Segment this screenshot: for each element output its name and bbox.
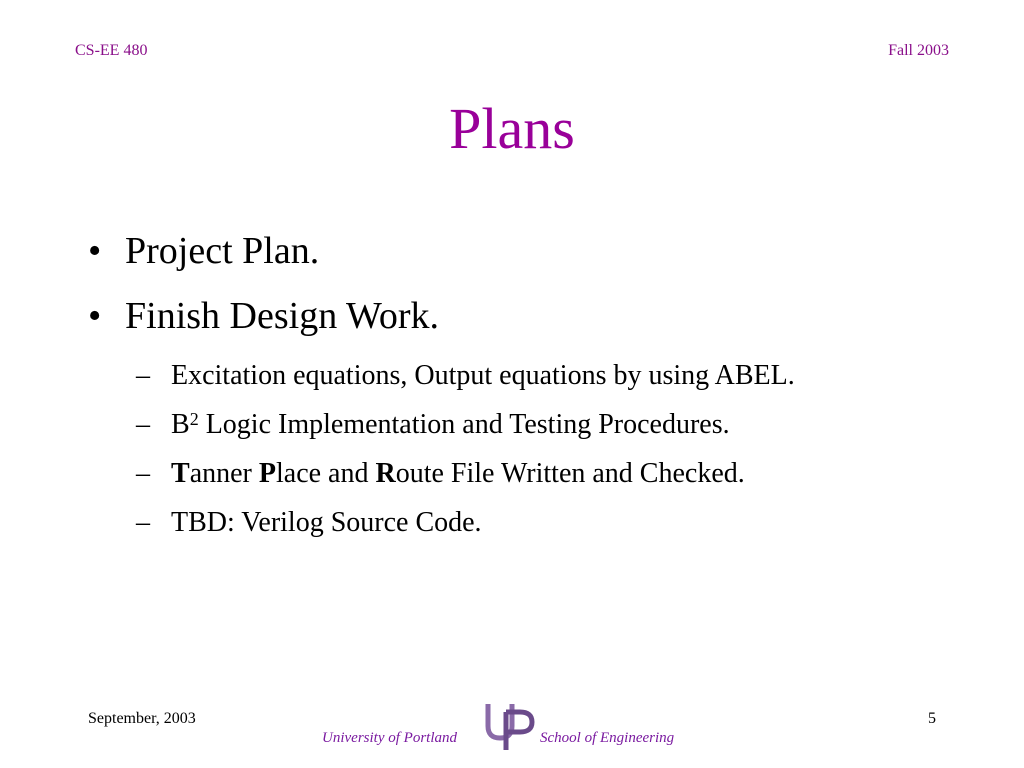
- subbullet-text: Logic Implementation and Testing Procedures.: [198, 409, 730, 440]
- bullet-marker: •: [88, 230, 102, 272]
- subbullet-text: anner: [189, 458, 259, 489]
- bullet-text: Project Plan.: [125, 230, 320, 272]
- subbullet-item: [88, 460, 795, 490]
- subbullet-text: TBD: Verilog Source Code.: [171, 507, 482, 538]
- superscript: 2: [189, 408, 199, 429]
- school-name: School of Engineering: [540, 730, 675, 746]
- course-label: CS-EE 480: [75, 42, 148, 59]
- bold-initial: P: [258, 458, 276, 489]
- bullet-marker: •: [88, 295, 102, 337]
- subbullet-text: lace and: [275, 458, 376, 489]
- slide-title: Plans: [449, 96, 575, 161]
- university-name: University of Portland: [322, 730, 457, 746]
- bold-initial: R: [375, 458, 396, 489]
- term-label: Fall 2003: [888, 42, 949, 59]
- dash-marker: –: [136, 360, 150, 391]
- dash-marker: –: [136, 507, 150, 538]
- bullet-item: [88, 297, 795, 345]
- subbullet-text: Excitation equations, Output equations by using ABEL.: [171, 360, 795, 391]
- up-monogram-icon: [482, 698, 538, 752]
- subbullet-prefix: B: [171, 409, 190, 440]
- bold-initial: T: [171, 458, 190, 489]
- subbullet-item: [88, 362, 795, 392]
- bullet-text: Finish Design Work.: [125, 295, 439, 337]
- bullet-item: [88, 232, 795, 280]
- footer-date: September, 2003: [88, 710, 196, 727]
- page-number: 5: [928, 710, 936, 727]
- bullet-list: [88, 232, 795, 558]
- subbullet-text: oute File Written and Checked.: [395, 458, 745, 489]
- university-logo: [322, 698, 702, 753]
- dash-marker: –: [136, 458, 150, 489]
- dash-marker: –: [136, 409, 150, 440]
- subbullet-item: [88, 509, 795, 539]
- subbullet-item: [88, 408, 795, 441]
